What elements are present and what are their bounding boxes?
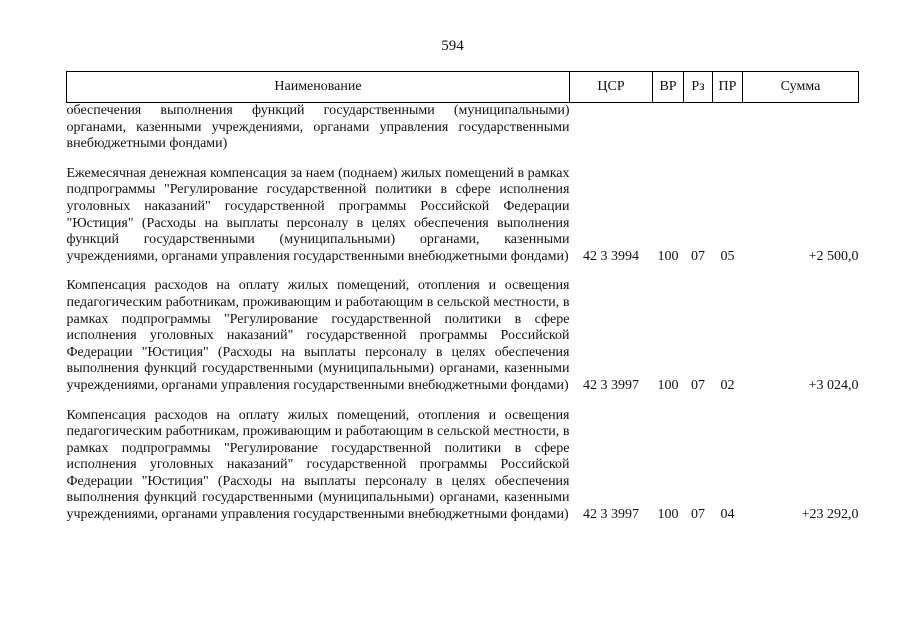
row-sum: +23 292,0 [801, 507, 859, 523]
header-rz: Рз [684, 72, 713, 103]
row-pr: 05 [720, 248, 735, 264]
row-sum: +2 500,0 [808, 248, 859, 264]
row-vr: 100 [657, 377, 679, 393]
header-sum: Сумма [743, 72, 859, 103]
header-csr: ЦСР [570, 72, 653, 103]
header-pr: ПР [713, 72, 743, 103]
row-rz: 07 [691, 507, 705, 523]
row-pr: 04 [720, 507, 735, 523]
table-row [67, 265, 859, 394]
row-name: Компенсация расходов на оплату жилых помещений, отопления и освещения педагогическим работникам, проживающим и работающим в сельской местности, в рамках подпрограммы "Регулирование государственной политики в сфере исполнения уголовных наказаний" государственной программы Российской Федерации "Юстиция" (Расходы на выплаты персоналу в целях обеспечения выполнения функций государственными (муниципальными) органами, казенными учреждениями, органами управления государственными внебюджетными фондами) [66, 278, 570, 393]
row-name: Ежемесячная денежная компенсация за наем (поднаем) жилых помещений в рамках подпрограммы "Регулирование государственной политики в сфере исполнения уголовных наказаний" государственной программы Российской Федерации "Юстиция" (Расходы на выплаты персоналу в целях обеспечения выполнения функций государственными (муниципальными) органами, казенными учреждениями, органами управления государственными внебюджетными фондами) [66, 165, 570, 264]
continuation-text: обеспечения выполнения функций государственными (муниципальными) органами, казенными учреждениями, органами управления государственными внебюджетными фондами) [66, 103, 570, 152]
header-vr: ВР [653, 72, 684, 103]
row-name: Компенсация расходов на оплату жилых помещений, отопления и освещения педагогическим работникам, проживающим и работающим в сельской местности, в рамках подпрограммы "Регулирование государственной политики в сфере исполнения уголовных наказаний" государственной программы Российской Федерации "Юстиция" (Расходы на выплаты персоналу в целях обеспечения выполнения функций государственными (муниципальными) органами, казенными учреждениями, органами управления государственными внебюджетными фондами) [66, 407, 570, 523]
row-rz: 07 [691, 248, 705, 264]
page-number: 594 [441, 38, 464, 54]
row-sum: +3 024,0 [808, 377, 859, 393]
row-rz: 07 [691, 377, 705, 393]
table-header [67, 72, 859, 103]
row-csr: 42 3 3997 [583, 507, 639, 523]
row-csr: 42 3 3994 [583, 248, 639, 264]
row-vr: 100 [657, 248, 679, 264]
row-csr: 42 3 3997 [583, 377, 639, 393]
table-row [67, 153, 859, 266]
table-row [67, 103, 859, 153]
header-name: Наименование [67, 72, 570, 103]
table-row [67, 395, 859, 524]
row-pr: 02 [720, 377, 735, 393]
budget-table [66, 71, 859, 524]
row-vr: 100 [657, 507, 679, 523]
